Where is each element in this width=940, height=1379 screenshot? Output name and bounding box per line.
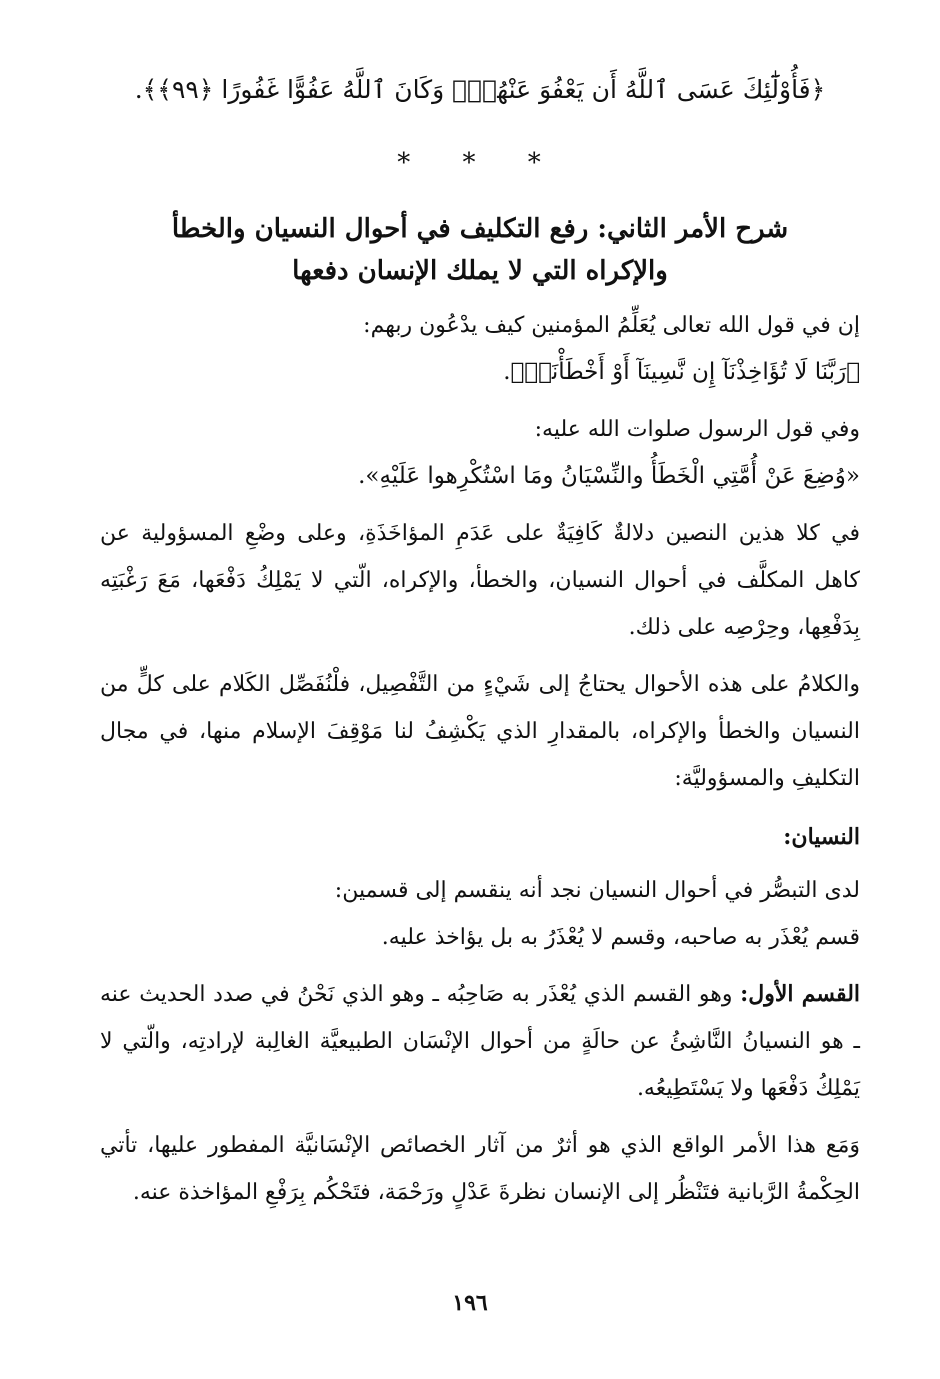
- first-part-label: القسم الأول:: [740, 981, 861, 1007]
- hadith-quote: «وُضِعَ عَنْ أُمَّتِي الْخَطَأُ والنِّسْيَانُ ومَا اسْتُكْرِهوا عَلَيْهِ».: [358, 463, 860, 489]
- page-number: ١٩٦: [452, 1290, 488, 1316]
- first-part-text: وهو القسم الذي يُعْذَر به صَاحِبُه ـ وهو الذي نَحْنُ في صدد الحديث عنه ـ هو النسيانُ النَّاشِئُ عن حالَةٍ من أحوال الإنْسَان الطبيعيَّة الغالِبة لإرادتِه، والّتي لا يَمْلِكُ دَفْعَها ولا يَسْتَطِيعُه.: [100, 982, 860, 1101]
- paragraph-hadith-intro: وفي قول الرسول صلوات الله عليه:: [534, 417, 860, 442]
- page-body: [100, 60, 860, 1216]
- paragraph-evidence: في كلا هذين النصين دلالةٌ كَافِيَةٌ على عَدَمِ المؤاخَذَةِ، وعلى وضْعِ المسؤولية عن كاهل المكلَّف في أحوال النسيان، والخطأ، والإكراه، الّتي لا يَمْلِكُ دَفْعَها، مَعَ رَغْبَتِه بِدَفْعِها، وحِرْصِه على ذلك.: [100, 521, 860, 640]
- paragraph-divine-wisdom: وَمَع هذا الأمر الواقع الذي هو أثرٌ من آثار الخصائص الإنْسَانيَّة المفطور عليها، تأتي الحِكْمةُ الرَّبانية فتَنْظُر إلى الإنسان نظرةَ عَدْلٍ ورَحْمَة، فتَحْكُم بِرَفْعِ المؤاخذة عنه.: [100, 1133, 860, 1205]
- paragraph-intro: إن في قول الله تعالى يُعَلِّمُ المؤمنين كيف يدْعُون ربهم:: [363, 313, 860, 338]
- heading-line-2: والإكراه التي لا يملك الإنسان دفعها: [292, 256, 668, 286]
- quran-verse: ﴿رَبَّنَا لَا تُؤَاخِذْنَآ إِن نَّسِينَآ أَوْ أَخْطَأْنَاۚ﴾.: [503, 359, 860, 385]
- section-separator: * * *: [397, 148, 563, 178]
- section-heading: [100, 208, 860, 292]
- subheading-forgetfulness: النسيان:: [783, 824, 860, 850]
- paragraph-detail: والكلامُ على هذه الأحوال يحتاجُ إلى شَيْءٍ من التَّفْصِيل، فلْنُفَصِّل الكَلام على كلٍّ من النسيان والخطأ والإكراه، بالمقدارِ الذي يَكْشِفُ لنا مَوْقِفَ الإسلام منها، في مجال التكليفِ والمسؤوليَّة:: [100, 672, 860, 791]
- paragraph-division: لدى التبصُّر في أحوال النسيان نجد أنه ينقسم إلى قسمين:: [334, 878, 860, 903]
- paragraph-two-parts: قسم يُعْذَر به صاحبه، وقسم لا يُعْذَرُ به بل يؤاخذ عليه.: [381, 925, 860, 950]
- heading-line-1: شرح الأمر الثاني: رفع التكليف في أحوال النسيان والخطأ: [171, 214, 789, 244]
- paragraph-first-part: [100, 971, 860, 1112]
- quran-verse-top: ﴿فَأُوْلَٰٓئِكَ عَسَى ٱللَّهُ أَن يَعْفُوَ عَنْهُمْۚ وَكَانَ ٱللَّهُ عَفُوًّا غَفُورًا ﴿٩٩﴾﴾.: [134, 75, 826, 104]
